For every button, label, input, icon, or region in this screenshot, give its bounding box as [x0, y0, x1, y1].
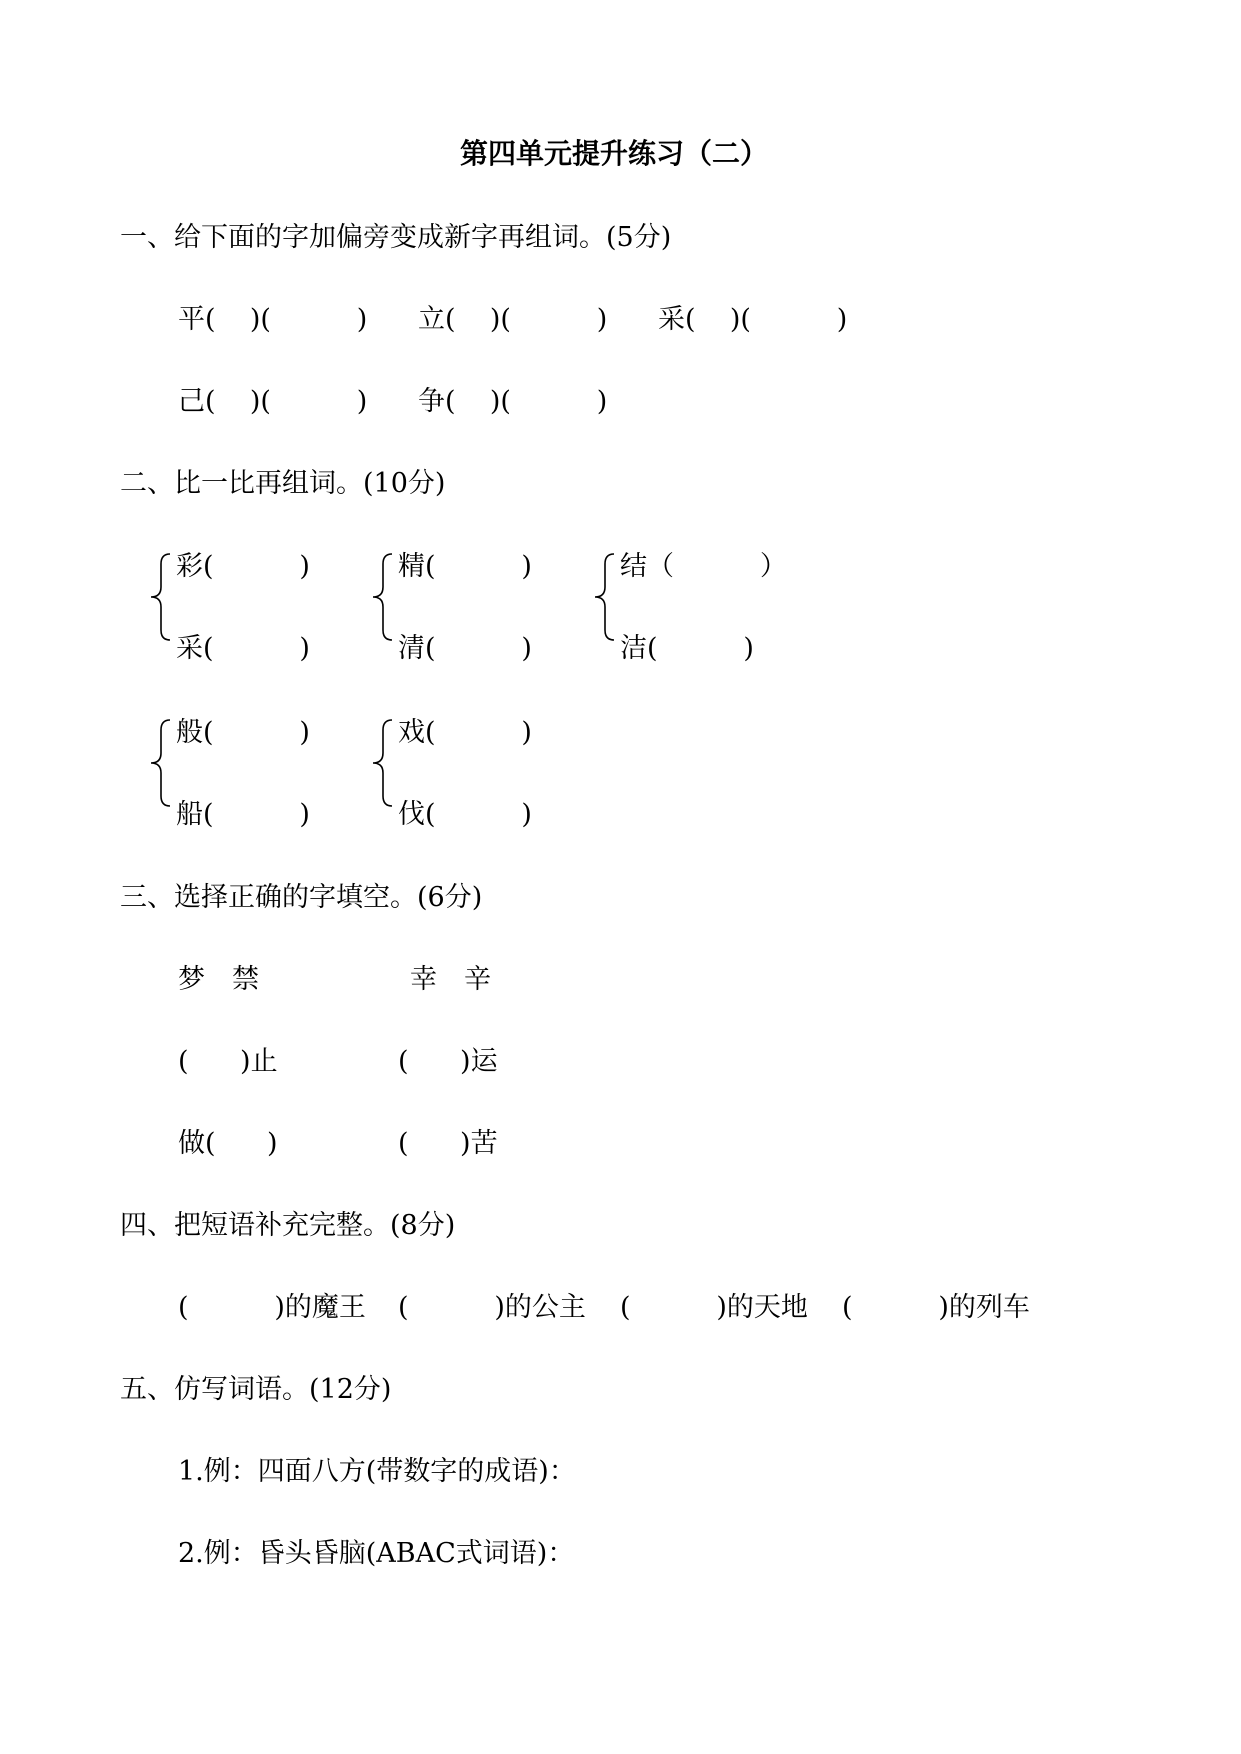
s3-item: 做( ) — [178, 1128, 278, 1159]
s1-item: 平( )( ) — [178, 304, 368, 335]
s4-item: ( )的魔王 — [178, 1292, 366, 1323]
s1-item: 己( )( ) — [178, 386, 368, 417]
s1-item: 采( )( ) — [658, 304, 848, 335]
section-3-heading: 三、选择正确的字填空。(6分) — [120, 882, 483, 913]
s3-option-group: 幸 辛 — [410, 964, 491, 995]
s2-pair-top: 彩( ) — [176, 551, 310, 582]
s3-item: ( )运 — [398, 1046, 498, 1077]
section-2-heading: 二、比一比再组词。(10分) — [120, 468, 446, 499]
s2-pair-bottom: 船( ) — [176, 799, 310, 830]
s4-item: ( )的天地 — [620, 1292, 808, 1323]
brace-icon — [370, 552, 394, 642]
s2-pair-bottom: 清( ) — [398, 633, 532, 664]
brace-icon — [592, 552, 616, 642]
s3-option-group: 梦 禁 — [178, 964, 259, 995]
s4-item: ( )的公主 — [398, 1292, 586, 1323]
s1-item: 立( )( ) — [418, 304, 608, 335]
s2-pair-top: 戏( ) — [398, 717, 532, 748]
s2-pair-bottom: 伐( ) — [398, 799, 532, 830]
brace-icon — [148, 552, 172, 642]
section-1-heading: 一、给下面的字加偏旁变成新字再组词。(5分) — [120, 222, 672, 253]
brace-icon — [370, 718, 394, 808]
page-title: 第四单元提升练习（二） — [460, 137, 769, 170]
s2-pair-bottom: 采( ) — [176, 633, 310, 664]
s2-pair-top: 精( ) — [398, 551, 532, 582]
s2-pair-bottom: 洁( ) — [620, 633, 754, 664]
section-4-heading: 四、把短语补充完整。(8分) — [120, 1210, 456, 1241]
s5-item: 2.例：昏头昏脑(ABAC式词语)： — [178, 1538, 575, 1569]
s4-item: ( )的列车 — [842, 1292, 1030, 1323]
brace-icon — [148, 718, 172, 808]
s2-pair-top: 结（ ） — [620, 551, 787, 582]
s1-item: 争( )( ) — [418, 386, 608, 417]
s5-item: 1.例：四面八方(带数字的成语)： — [178, 1456, 576, 1487]
s2-pair-top: 般( ) — [176, 717, 310, 748]
section-5-heading: 五、仿写词语。(12分) — [120, 1374, 392, 1405]
s3-item: ( )苦 — [398, 1128, 498, 1159]
s3-item: ( )止 — [178, 1046, 278, 1077]
